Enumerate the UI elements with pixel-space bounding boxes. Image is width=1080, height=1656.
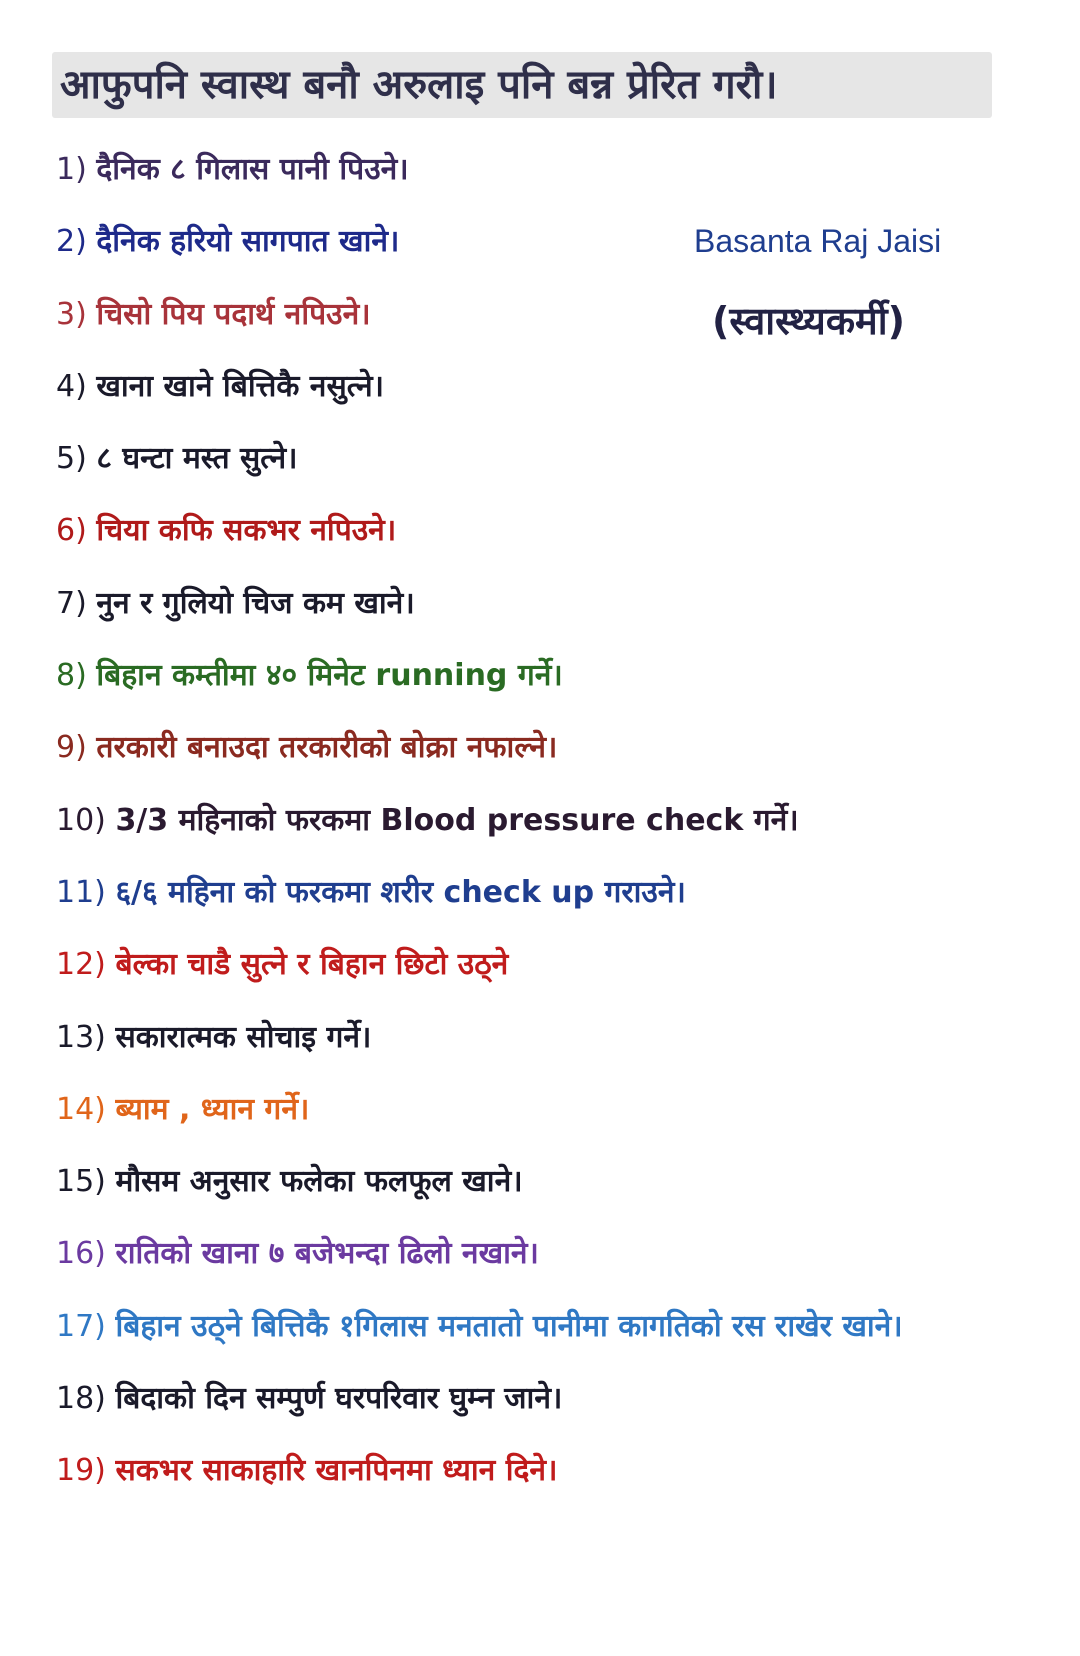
tip-text: नुन र गुलियो चिज कम खाने। xyxy=(96,585,415,621)
tip-text: ब्याम , ध्यान गर्ने। xyxy=(115,1091,310,1127)
tip-item xyxy=(56,651,903,723)
tip-text: बिहान उठ्ने बित्तिकै १गिलास मनतातो पानीमा कागतिको रस राखेर खाने। xyxy=(115,1308,903,1344)
tip-text: खाना खाने बित्तिकै नसुत्ने। xyxy=(96,368,384,404)
tip-text: तरकारी बनाउदा तरकारीको बोक्रा नफाल्ने। xyxy=(96,730,558,766)
tip-number: 16) xyxy=(56,1236,106,1272)
tip-item xyxy=(56,1085,903,1157)
tip-text: चिया कफि सकभर नपिउने। xyxy=(96,513,397,549)
health-tips-list xyxy=(56,145,903,1519)
author-role: (स्वास्थ्यकर्मी) xyxy=(712,299,905,343)
tip-item xyxy=(56,362,903,434)
tip-number: 10) xyxy=(56,802,106,838)
tip-text: सकारात्मक सोचाइ गर्ने। xyxy=(115,1019,372,1055)
tip-number: 11) xyxy=(56,874,106,910)
tip-text: बिहान कम्तीमा ४० मिनेट running गर्ने। xyxy=(96,658,563,694)
tip-number: 15) xyxy=(56,1164,106,1200)
tip-item xyxy=(56,1157,903,1229)
tip-item xyxy=(56,1013,903,1085)
tip-number: 19) xyxy=(56,1453,106,1489)
tip-text: मौसम अनुसार फलेका फलफूल खाने। xyxy=(115,1164,523,1200)
page-title: आफुपनि स्वास्थ बनौ अरुलाइ पनि बन्न प्रेरित गरौ। xyxy=(60,62,778,108)
tip-text: रातिको खाना ७ बजेभन्दा ढिलो नखाने। xyxy=(115,1236,539,1272)
tip-item xyxy=(56,506,903,578)
tip-text: चिसो पिय पदार्थ नपिउने। xyxy=(96,296,371,332)
author-name: Basanta Raj Jaisi xyxy=(694,223,942,259)
tip-text: बेल्का चाडै सुत्ने र बिहान छिटो उठ्ने xyxy=(115,947,509,983)
tip-item xyxy=(56,796,903,868)
tip-item xyxy=(56,1374,903,1446)
tip-number: 18) xyxy=(56,1381,106,1417)
tip-text: बिदाको दिन सम्पुर्ण घरपरिवार घुम्न जाने। xyxy=(115,1381,563,1417)
tip-number: 6) xyxy=(56,513,87,549)
tip-number: 8) xyxy=(56,658,87,694)
tip-text: ८ घन्टा मस्त सुत्ने। xyxy=(96,441,298,477)
tip-item xyxy=(56,940,903,1012)
tip-text: दैनिक ८ गिलास पानी पिउने। xyxy=(96,152,409,187)
tip-text: 3/3 महिनाको फरकमा Blood pressure check गर्ने। xyxy=(115,802,799,838)
tip-number: 1) xyxy=(56,152,87,187)
tip-item xyxy=(56,868,903,940)
tip-number: 4) xyxy=(56,368,87,404)
tip-number: 3) xyxy=(56,296,87,332)
tip-item xyxy=(56,579,903,651)
tip-number: 14) xyxy=(56,1091,106,1127)
tip-number: 5) xyxy=(56,441,87,477)
tip-number: 7) xyxy=(56,585,87,621)
tip-item xyxy=(56,434,903,506)
tip-item xyxy=(56,723,903,795)
tip-number: 17) xyxy=(56,1308,106,1344)
tip-item xyxy=(56,1302,903,1374)
tip-number: 2) xyxy=(56,224,87,260)
tip-number: 9) xyxy=(56,730,87,766)
tip-item xyxy=(56,1229,903,1301)
tip-item xyxy=(56,145,903,217)
tip-item xyxy=(56,1446,903,1518)
tip-text: ६/६ महिना को फरकमा शरीर check up गराउने। xyxy=(115,874,686,910)
tip-number: 12) xyxy=(56,947,106,983)
tip-number: 13) xyxy=(56,1019,106,1055)
tip-text: सकभर साकाहारि खानपिनमा ध्यान दिने। xyxy=(115,1453,558,1489)
tip-text: दैनिक हरियो सागपात खाने। xyxy=(96,224,400,260)
